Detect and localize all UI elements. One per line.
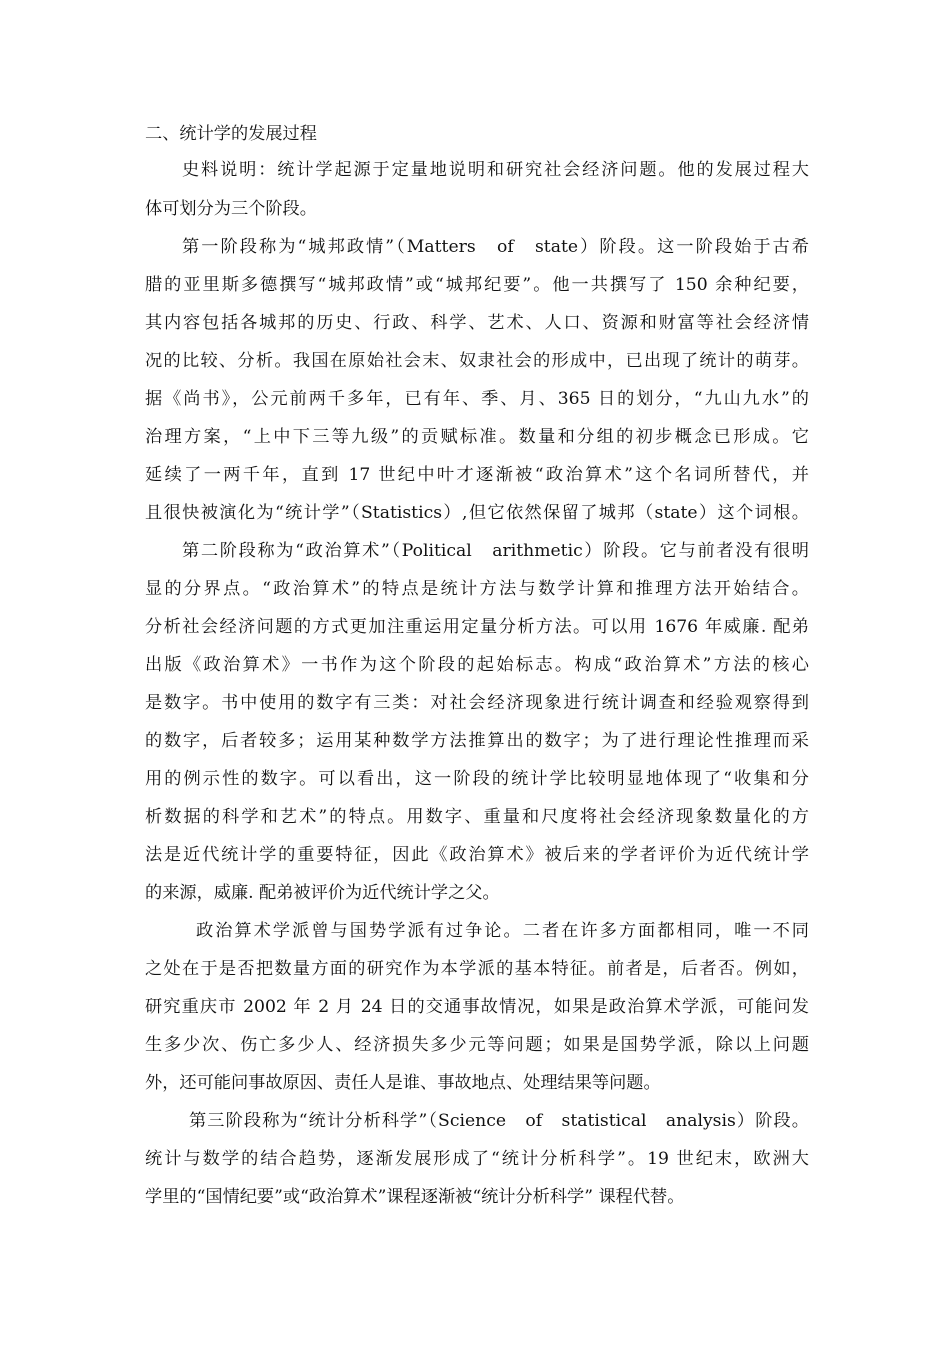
paragraph-line: 出版《政治算术》一书作为这个阶段的起始标志。构成“政治算术”方法的核心	[145, 655, 809, 675]
paragraph-line: 显的分界点。“政治算术”的特点是统计方法与数学计算和推理方法开始结合。	[145, 579, 809, 599]
paragraph-line: 第一阶段称为“城邦政情”（Matters of state）阶段。这一阶段始于古希	[182, 237, 809, 257]
paragraph-line: 史料说明：统计学起源于定量地说明和研究社会经济问题。他的发展过程大	[182, 160, 809, 180]
paragraph-line: 且很快被演化为“统计学”（Statistics）,但它依然保留了城邦（state）这个词根。	[145, 503, 809, 523]
paragraph-line: 析数据的科学和艺术”的特点。用数字、重量和尺度将社会经济现象数量化的方	[145, 807, 809, 827]
paragraph-line: 分析社会经济问题的方式更加注重运用定量分析方法。可以用 1676 年威廉. 配弟	[145, 617, 809, 637]
paragraph-line: 生多少次、伤亡多少人、经济损失多少元等问题；如果是国势学派，除以上问题	[145, 1035, 809, 1055]
paragraph-line: 腊的亚里斯多德撰写“城邦政情”或“城邦纪要”。他一共撰写了 150 余种纪要，	[145, 275, 809, 295]
paragraph-line: 之处在于是否把数量方面的研究作为本学派的基本特征。前者是，后者否。例如，	[145, 959, 809, 979]
paragraph-line: 外，还可能问事故原因、责任人是谁、事故地点、处理结果等问题。	[145, 1073, 661, 1093]
paragraph-line: 研究重庆市 2002 年 2 月 24 日的交通事故情况，如果是政治算术学派，可能问发	[145, 997, 809, 1017]
paragraph-line: 统计与数学的结合趋势，逐渐发展形成了“统计分析科学”。19 世纪末，欧洲大	[145, 1149, 809, 1169]
paragraph-line: 体可划分为三个阶段。	[145, 199, 317, 219]
paragraph-line: 第二阶段称为“政治算术”（Political arithmetic）阶段。它与前者没有很明	[182, 541, 809, 561]
paragraph-line: 法是近代统计学的重要特征，因此《政治算术》被后来的学者评价为近代统计学	[145, 845, 809, 865]
paragraph-line: 况的比较、分析。我国在原始社会末、奴隶社会的形成中，已出现了统计的萌芽。	[145, 351, 809, 371]
paragraph-line: 第三阶段称为“统计分析科学”（Science of statistical analysis）阶段。	[189, 1111, 809, 1131]
paragraph-line: 是数字。书中使用的数字有三类：对社会经济现象进行统计调查和经验观察得到	[145, 693, 809, 713]
paragraph-line: 政治算术学派曾与国势学派有过争论。二者在许多方面都相同，唯一不同	[196, 921, 809, 941]
paragraph-line: 的来源，威廉. 配弟被评价为近代统计学之父。	[145, 883, 500, 903]
section-heading: 二、统计学的发展过程	[145, 124, 317, 144]
paragraph-line: 其内容包括各城邦的历史、行政、科学、艺术、人口、资源和财富等社会经济情	[145, 313, 809, 333]
paragraph-line: 用的例示性的数字。可以看出，这一阶段的统计学比较明显地体现了“收集和分	[145, 769, 809, 789]
paragraph-line: 治理方案，“上中下三等九级”的贡赋标准。数量和分组的初步概念已形成。它	[145, 427, 809, 447]
paragraph-line: 学里的“国情纪要”或“政治算术”课程逐渐被“统计分析科学” 课程代替。	[145, 1187, 685, 1207]
paragraph-line: 的数字，后者较多；运用某种数学方法推算出的数字；为了进行理论性推理而采	[145, 731, 809, 751]
paragraph-line: 延续了一两千年，直到 17 世纪中叶才逐渐被“政治算术”这个名词所替代，并	[145, 465, 809, 485]
paragraph-line: 据《尚书》，公元前两千多年，已有年、季、月、365 日的划分，“九山九水”的	[145, 389, 809, 409]
